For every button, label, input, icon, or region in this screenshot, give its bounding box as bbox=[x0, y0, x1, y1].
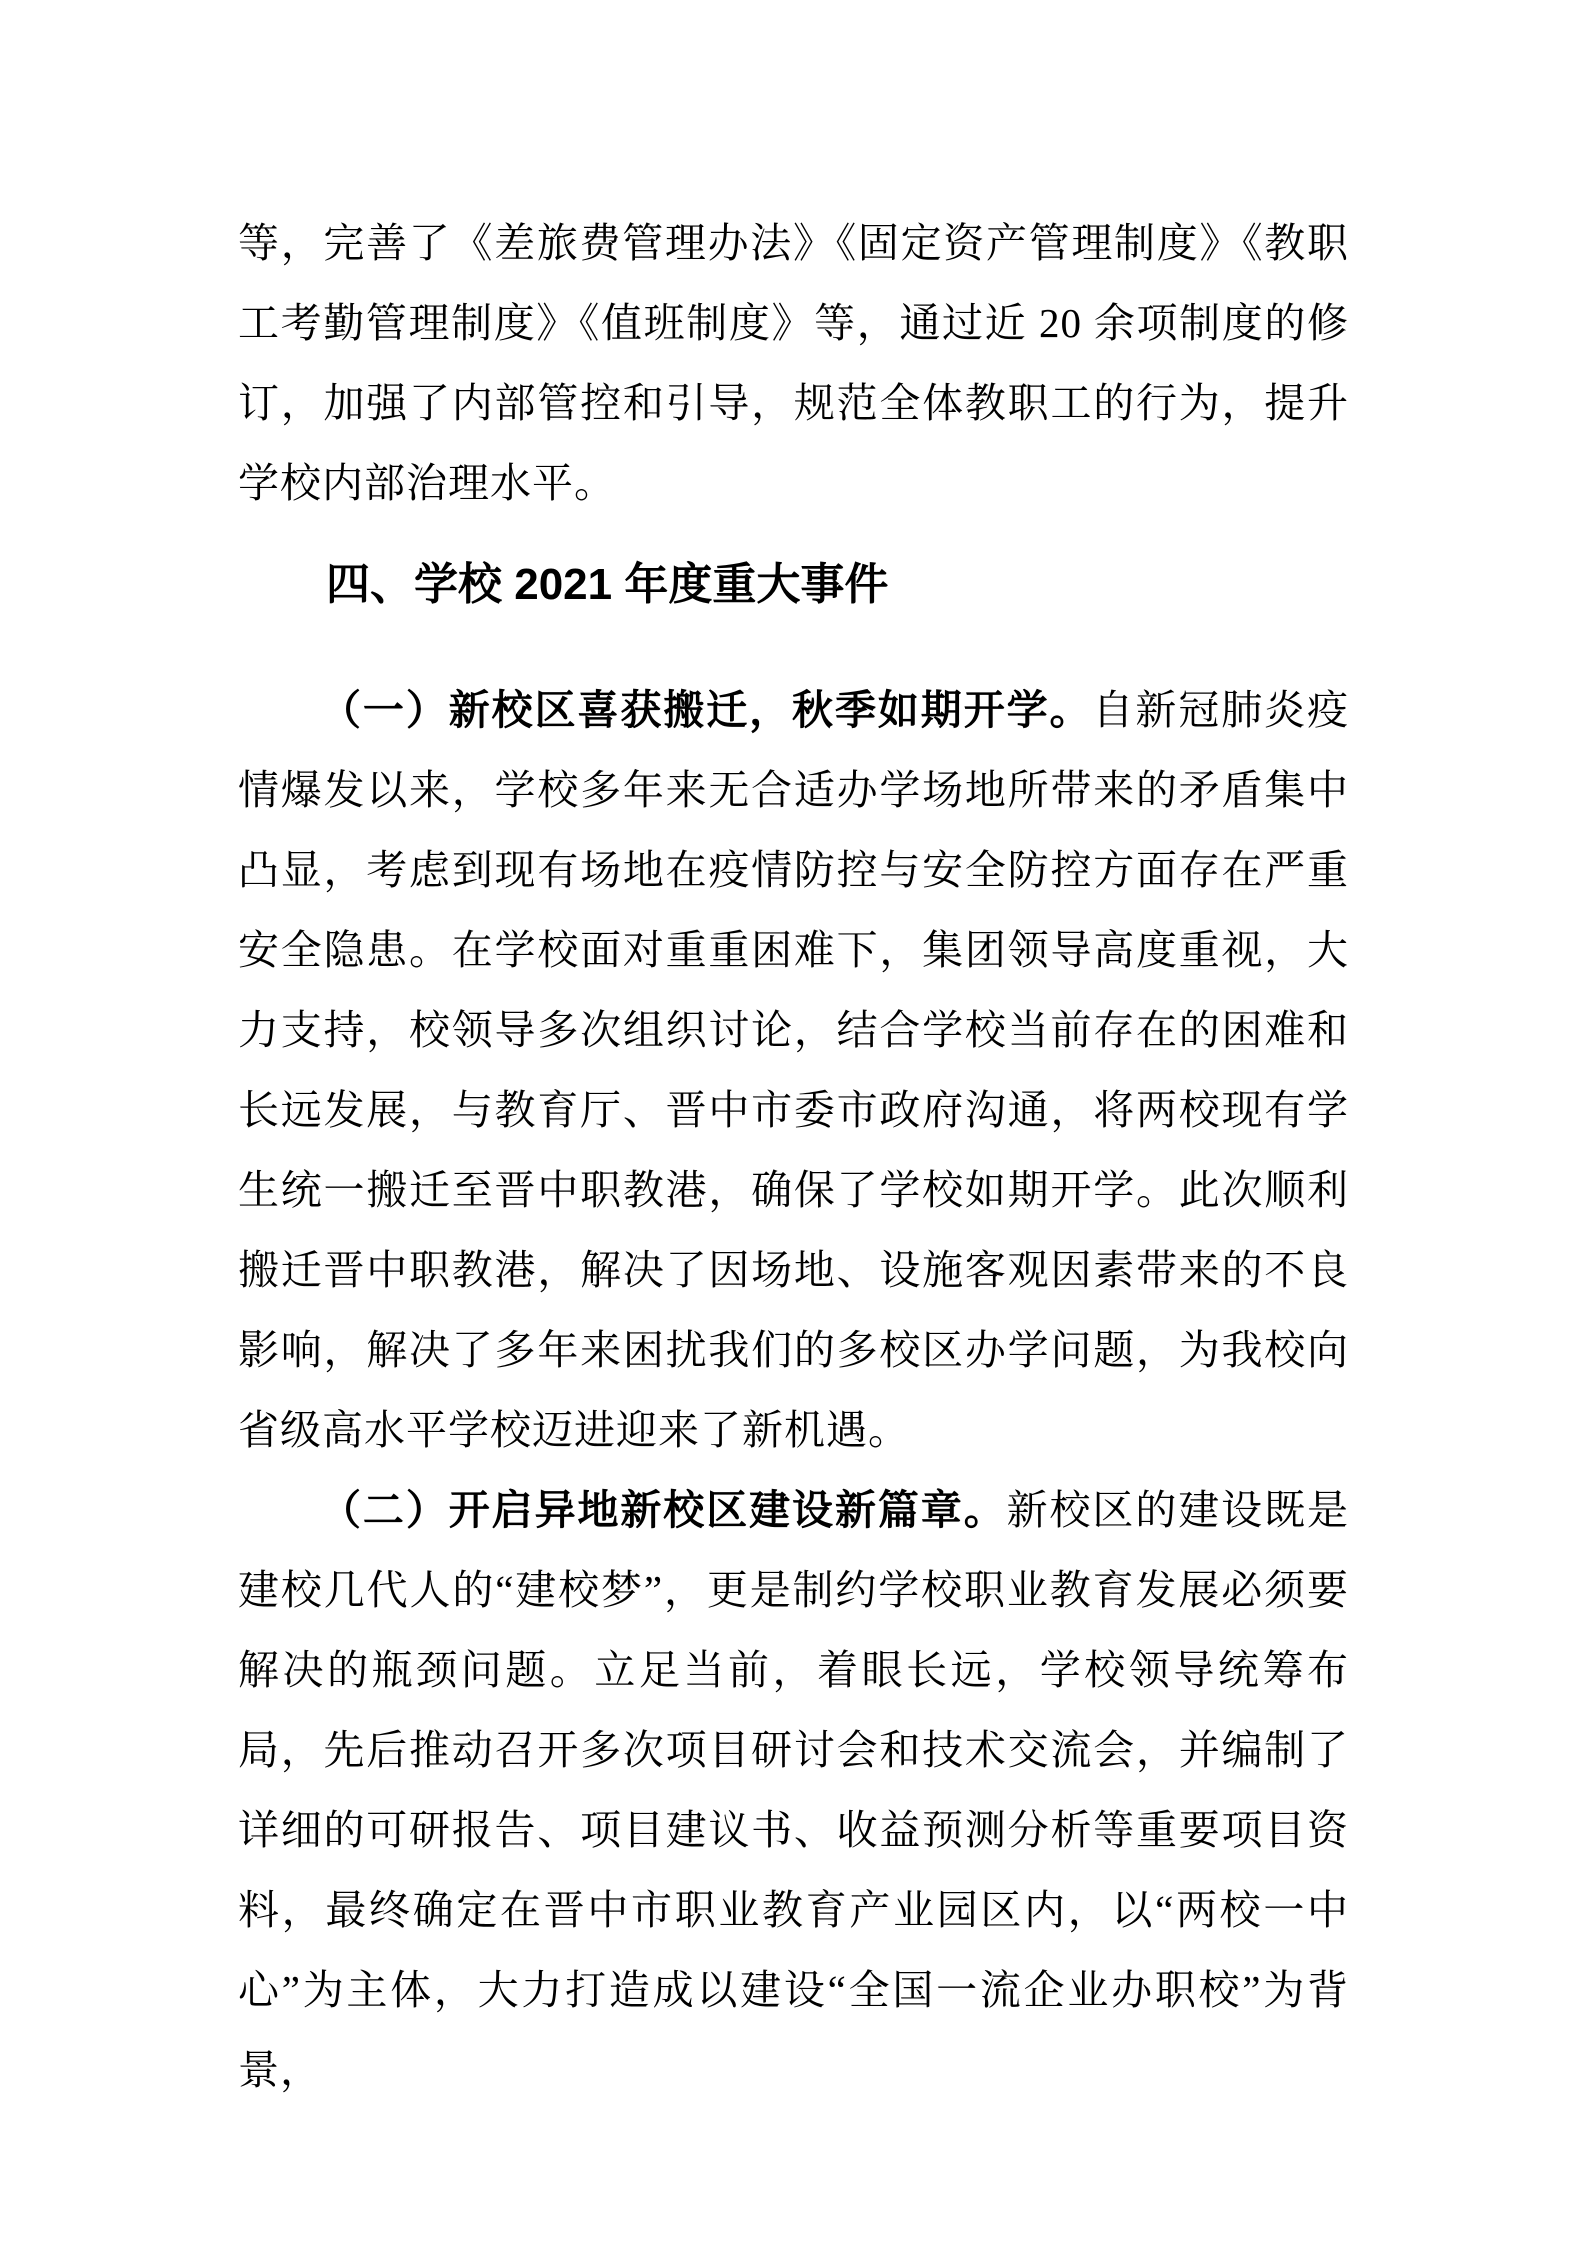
page-content bbox=[238, 203, 1349, 2110]
continuation-paragraph: 等，完善了《差旅费管理办法》《固定资产管理制度》《教职工考勤管理制度》《值班制度》等，通过近 20 余项制度的修订，加强了内部管控和引导，规范全体教职工的行为，提升学校内部治理水平。 bbox=[238, 220, 1349, 506]
paragraph-1-lead: （一）新校区喜获搬迁，秋季如期开学。 bbox=[320, 687, 1093, 733]
paragraph-section-1 bbox=[238, 670, 1349, 1470]
paragraph-2-lead: （二）开启异地新校区建设新篇章。 bbox=[320, 1487, 1007, 1533]
section-heading: 四、学校 2021 年度重大事件 bbox=[326, 560, 889, 609]
paragraph-section-2 bbox=[238, 1470, 1349, 2110]
paragraph-2-body: 新校区的建设既是建校几代人的“建校梦”，更是制约学校职业教育发展必须要解决的瓶颈问题。立足当前，着眼长远，学校领导统筹布局，先后推动召开多次项目研讨会和技术交流会，并编制了详细的可研报告、项目建议书、收益预测分析等重要项目资料，最终确定在晋中市职业教育产业园区内，以“两校一中心”为主体，大力打造成以建设“全国一流企业办职校”为背景， bbox=[238, 1487, 1349, 2093]
paragraph-1-body: 自新冠肺炎疫情爆发以来，学校多年来无合适办学场地所带来的矛盾集中凸显，考虑到现有场地在疫情防控与安全防控方面存在严重安全隐患。在学校面对重重困难下，集团领导高度重视，大力支持，校领导多次组织讨论，结合学校当前存在的困难和长远发展，与教育厅、晋中市委市政府沟通，将两校现有学生统一搬迁至晋中职教港，确保了学校如期开学。此次顺利搬迁晋中职教港，解决了因场地、设施客观因素带来的不良影响，解决了多年来困扰我们的多校区办学问题，为我校向省级高水平学校迈进迎来了新机遇。 bbox=[238, 687, 1350, 1453]
